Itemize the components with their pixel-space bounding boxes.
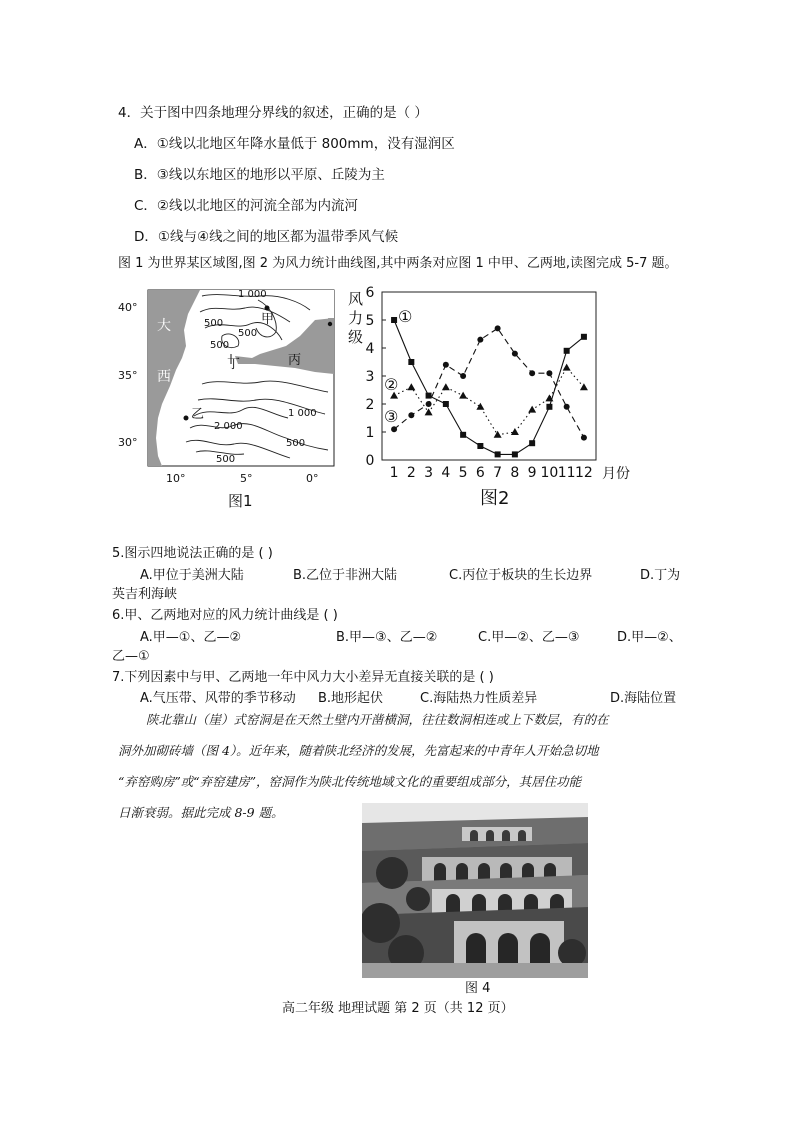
q5-option-c: C.丙位于板块的生长边界 [449, 568, 593, 583]
place-yi-dot [184, 416, 189, 421]
figure-2-chart [344, 284, 644, 514]
q6-option-d-wrap: 乙—① [112, 649, 150, 664]
q4-option-c: C．②线以北地区的河流全部为内流河 [134, 198, 359, 214]
series-line-2 [394, 368, 584, 435]
y-tick-label: 2 [365, 397, 375, 413]
q6-option-b: B.甲—③、乙—② [336, 630, 438, 645]
y-axis-label-char: 级 [348, 328, 364, 346]
contour-label: 2 000 [214, 421, 243, 432]
contour-label: 500 [286, 438, 306, 449]
x-tick-label: 3 [424, 465, 434, 481]
data-point-triangle [494, 431, 502, 438]
data-point-triangle [459, 392, 467, 399]
passage-line-3: “弃窑购房”或“弃窑建房”，窑洞作为陕北传统地域文化的重要组成部分，其居住功能 [118, 774, 582, 789]
figure-4-cave-dwelling-photo [362, 803, 588, 978]
place-extra-dot [328, 322, 332, 326]
data-point-circle [443, 362, 449, 368]
data-point-triangle [563, 364, 571, 371]
q5-option-d: D.丁为 [640, 568, 681, 583]
x-tick-label: 12 [575, 465, 593, 481]
x-tick-label: 6 [475, 465, 485, 481]
contour-label: 500 [210, 340, 230, 351]
ocean-label-2: 西 [157, 369, 171, 385]
q7-stem: 7.下列因素中与甲、乙两地一年中风力大小差异无直接关联的是 ( ) [112, 670, 494, 685]
y-tick-label: 3 [365, 369, 375, 385]
lon-tick: 10° [166, 472, 186, 485]
data-point-circle [460, 373, 466, 379]
data-point-square [512, 451, 518, 457]
data-point-square [408, 359, 414, 365]
q4-option-d: D．①线与④线之间的地区都为温带季风气候 [134, 229, 399, 245]
y-axis-label-char: 力 [348, 309, 364, 327]
q6-option-d: D.甲—②、 [617, 630, 682, 645]
x-tick-label: 9 [527, 465, 537, 481]
y-tick-label: 0 [365, 453, 375, 469]
page-footer: 高二年级 地理试题 第 2 页（共 12 页） [282, 1001, 514, 1016]
data-point-square [391, 317, 397, 323]
place-ding-label: 丁 [227, 357, 241, 372]
y-tick-label: 4 [365, 341, 375, 357]
data-point-circle [512, 351, 518, 357]
figure-1-caption: 图1 [228, 492, 253, 510]
y-tick-label: 6 [365, 285, 375, 301]
place-yi-label: 乙 [191, 407, 205, 422]
figure-2-caption: 图2 [480, 488, 510, 509]
data-point-triangle [425, 408, 433, 415]
data-point-circle [529, 370, 535, 376]
q6-option-a: A.甲—①、乙—② [140, 630, 242, 645]
y-axis-label-char: 风 [348, 290, 364, 308]
q7-option-c: C.海陆热力性质差异 [420, 691, 538, 706]
data-point-square [495, 451, 501, 457]
q7-option-a: A.气压带、风带的季节移动 [140, 691, 296, 706]
data-point-square [581, 334, 587, 340]
lat-tick: 30° [118, 436, 138, 449]
figure-4-caption: 图 4 [465, 981, 491, 996]
x-tick-label: 2 [406, 465, 416, 481]
q6-stem: 6.甲、乙两地对应的风力统计曲线是 ( ) [112, 608, 338, 623]
y-tick-label: 1 [365, 425, 375, 441]
place-jia-label: 甲 [261, 312, 275, 327]
data-point-triangle [511, 428, 519, 435]
q4-stem: 4．关于图中四条地理分界线的叙述，正确的是（ ） [118, 105, 428, 121]
data-point-square [460, 432, 466, 438]
q5-option-b: B.乙位于非洲大陆 [293, 568, 398, 583]
plot-frame [382, 292, 596, 460]
x-tick-label: 1 [389, 465, 399, 481]
data-point-circle [408, 412, 414, 418]
data-point-triangle [442, 383, 450, 390]
data-point-circle [426, 401, 432, 407]
data-point-square [477, 443, 483, 449]
q5-stem: 5.图示四地说法正确的是 ( ) [112, 546, 273, 561]
contour-label: 1 000 [288, 408, 317, 419]
lat-tick: 35° [118, 369, 138, 382]
data-point-square [546, 404, 552, 410]
x-tick-label: 10 [540, 465, 559, 481]
data-point-square [443, 401, 449, 407]
data-point-circle [546, 370, 552, 376]
x-tick-label: 4 [441, 465, 451, 481]
series-marker-2: ② [384, 375, 399, 394]
q4-option-a: A．①线以北地区年降水量低于 800mm，没有湿润区 [134, 136, 455, 152]
x-tick-label: 11 [557, 465, 576, 481]
y-tick-label: 5 [365, 313, 375, 329]
data-point-triangle [407, 383, 415, 390]
contour-label: 1 000 [238, 289, 267, 300]
data-point-circle [477, 337, 483, 343]
data-point-triangle [476, 403, 484, 410]
series-marker-3: ③ [384, 407, 399, 426]
series-marker-1: ① [398, 307, 413, 326]
passage-line-4: 日渐衰弱。据此完成 8-9 题。 [118, 805, 284, 820]
data-point-square [564, 348, 570, 354]
q5-option-d-wrap: 英吉利海峡 [112, 587, 178, 602]
q7-option-b: B.地形起伏 [318, 691, 384, 706]
data-point-square [529, 440, 535, 446]
series-line-1 [394, 320, 584, 454]
intro-5-7: 图 1 为世界某区域图,图 2 为风力统计曲线图,其中两条对应图 1 中甲、乙两地,读图完成 5-7 题。 [118, 256, 678, 271]
data-point-circle [581, 435, 587, 441]
q7-option-d: D.海陆位置 [610, 691, 677, 706]
lon-tick: 5° [240, 472, 253, 485]
data-point-circle [495, 325, 501, 331]
contour-label: 500 [216, 454, 236, 465]
ocean-label-3: 洋 [157, 421, 171, 437]
place-jia-dot [265, 306, 270, 311]
contour-label: 500 [238, 328, 258, 339]
x-tick-label: 7 [493, 465, 503, 481]
data-point-triangle [528, 406, 536, 413]
x-tick-label: 5 [458, 465, 468, 481]
passage-line-2: 洞外加砌砖墙（图 4）。近年来，随着陕北经济的发展，先富起来的中青年人开始急切地 [118, 743, 599, 758]
contour-label: 500 [204, 318, 224, 329]
figure-1-map [110, 288, 340, 513]
x-axis-label: 月份 [602, 466, 630, 482]
q5-option-a: A.甲位于美洲大陆 [140, 568, 244, 583]
place-bing-label: 丙 [288, 353, 302, 368]
data-point-circle [391, 426, 397, 432]
x-tick-label: 8 [510, 465, 520, 481]
data-point-square [426, 393, 432, 399]
q4-option-b: B．③线以东地区的地形以平原、丘陵为主 [134, 167, 385, 183]
lon-tick: 0° [306, 472, 319, 485]
ocean-label-1: 大 [157, 318, 171, 334]
q6-option-c: C.甲—②、乙—③ [478, 630, 580, 645]
passage-line-1: 陕北靠山（崖）式窑洞是在天然土壁内开凿横洞，往往数洞相连或上下数层，有的在 [146, 712, 609, 727]
lat-tick: 40° [118, 301, 138, 314]
data-point-triangle [580, 383, 588, 390]
data-point-circle [564, 404, 570, 410]
